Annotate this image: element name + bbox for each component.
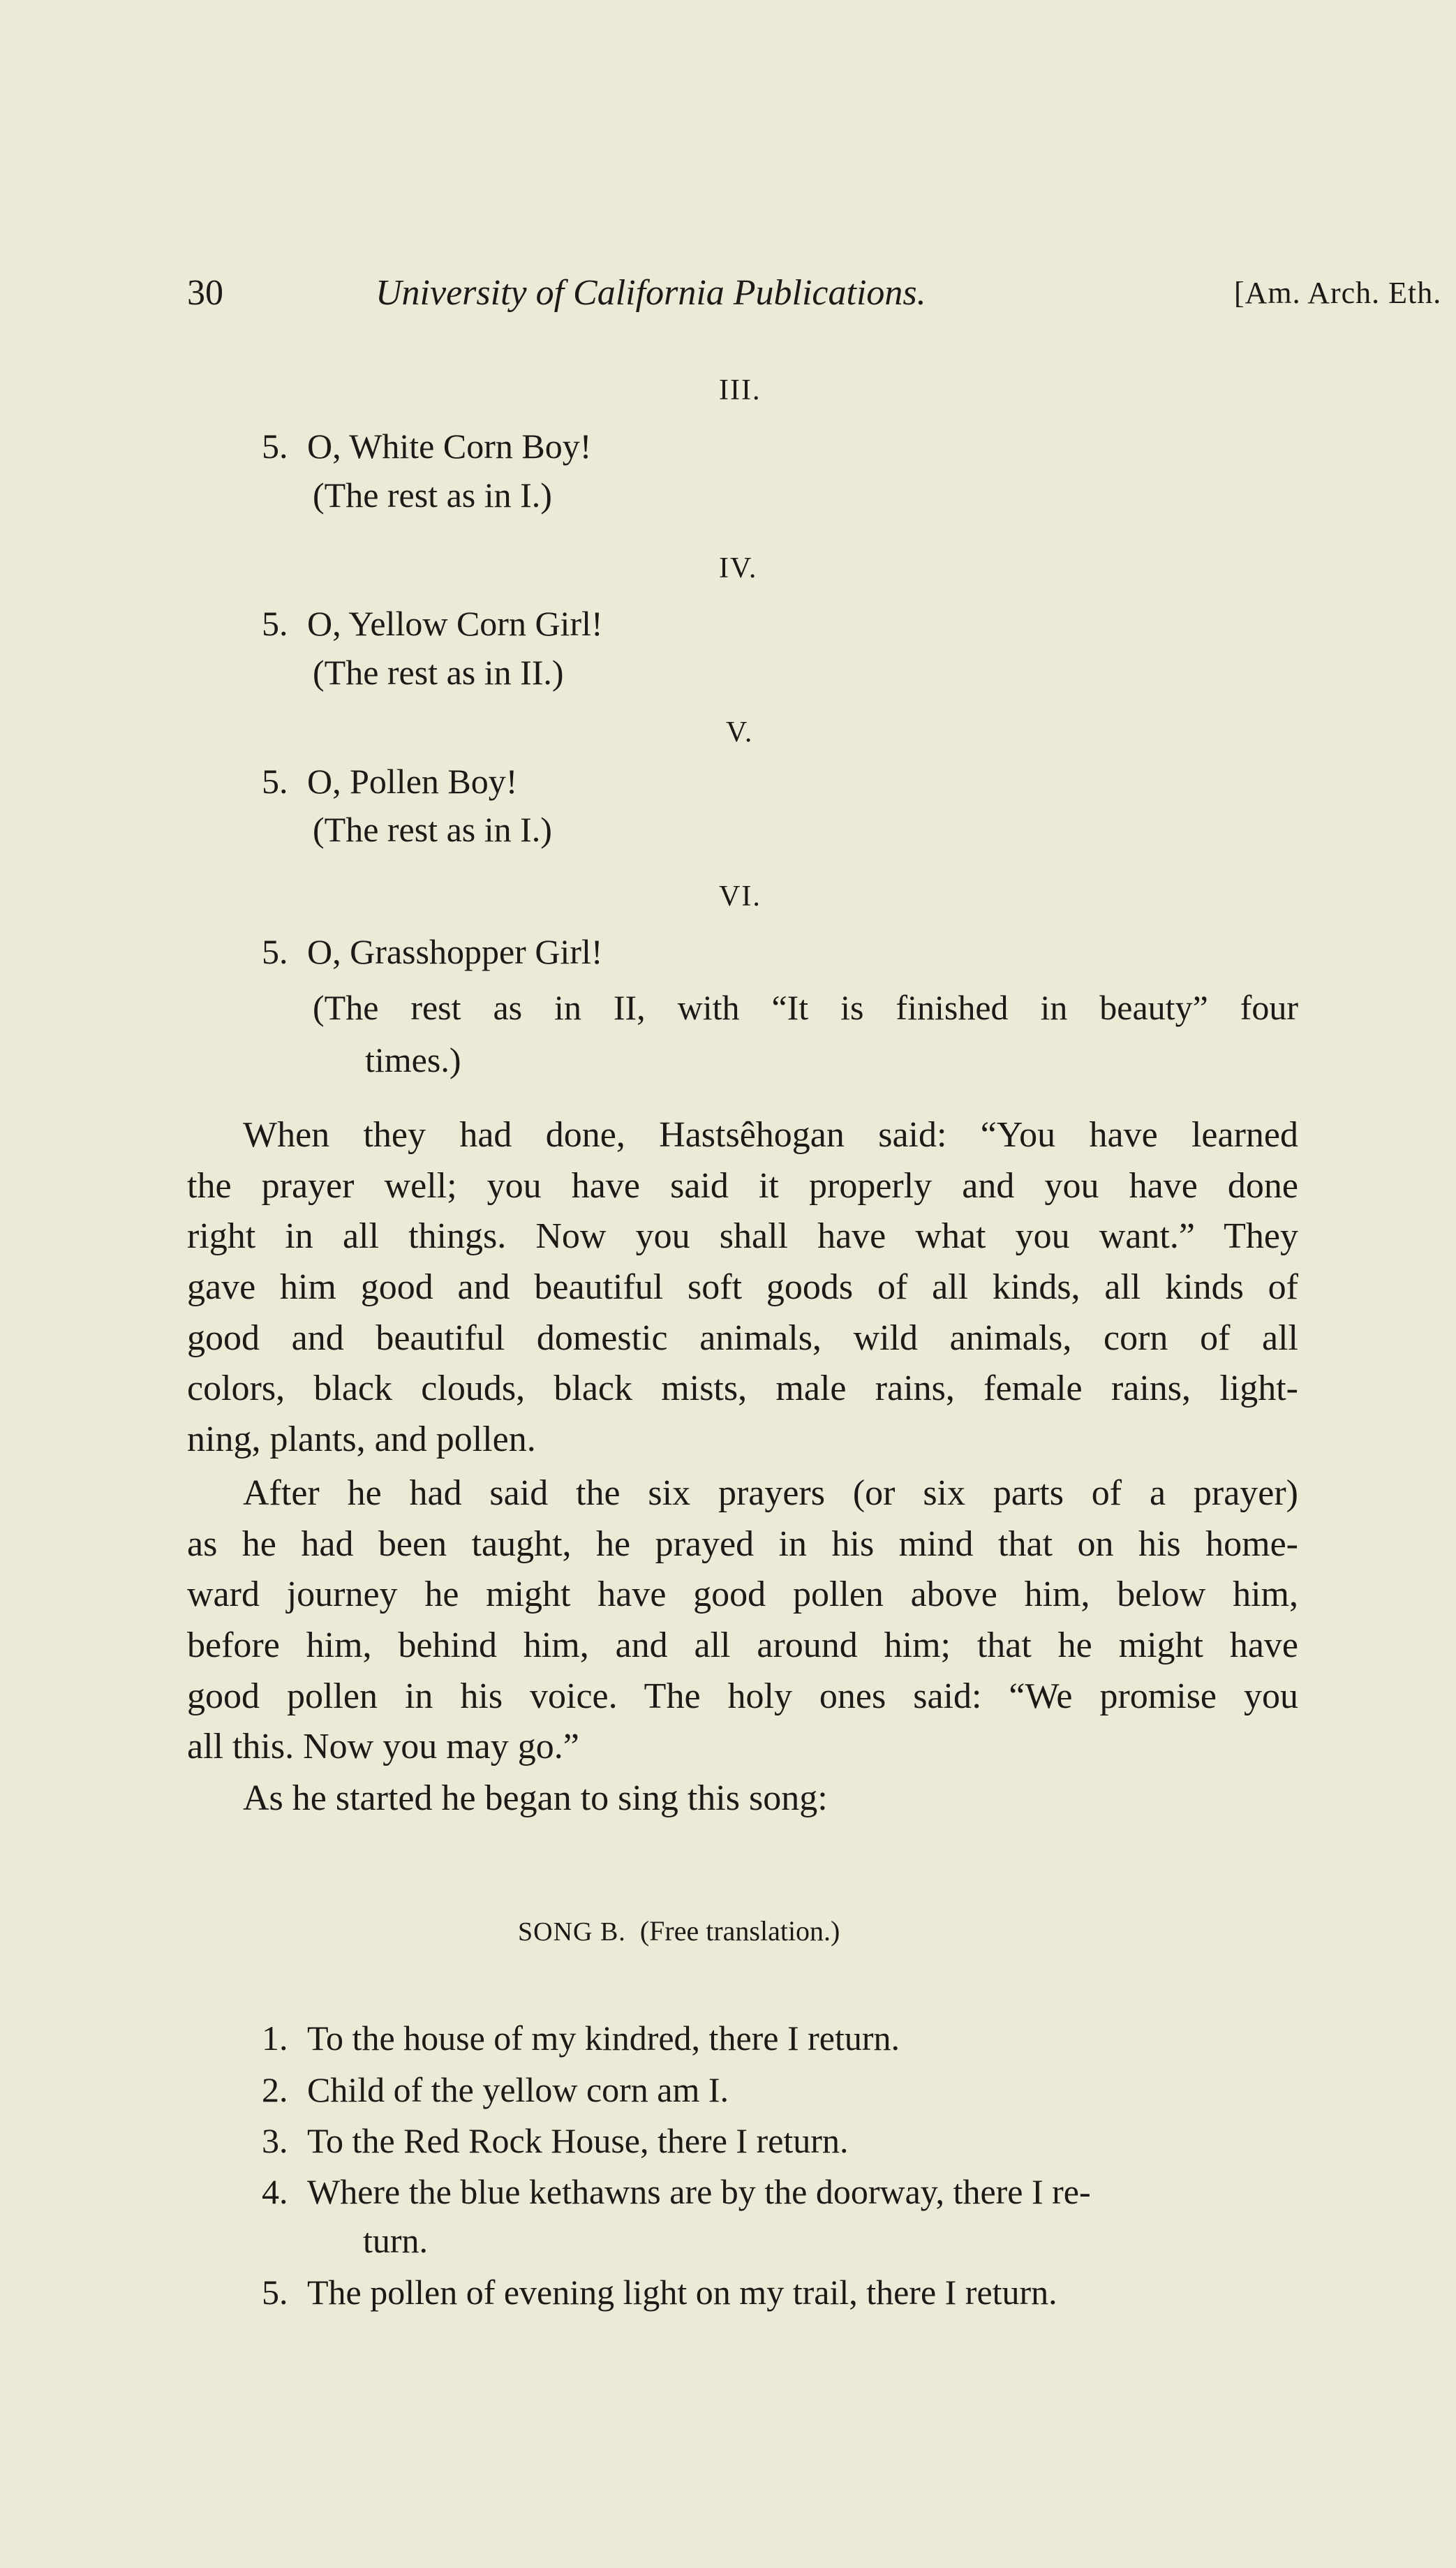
journal-abbrev: [Am. Arch. Eth. bbox=[1234, 276, 1442, 310]
section-numeral-iii: III. bbox=[719, 374, 762, 406]
song-title: SONG B. (Free translation.) bbox=[518, 1915, 840, 1947]
invocation-line: 5. O, White Corn Boy! bbox=[262, 427, 592, 466]
text-line: When they had done, Hastsêhogan said: “You have learned bbox=[243, 1115, 1298, 1155]
rest-note: (The rest as in II.) bbox=[313, 653, 564, 692]
text-line: colors, black clouds, black mists, male rains, female rains, light- bbox=[187, 1368, 1298, 1409]
text-line: ning, plants, and pollen. bbox=[187, 1419, 536, 1460]
series-title: University of California Publications. bbox=[376, 273, 926, 313]
text-line: before him, behind him, and all around him; that he might have bbox=[187, 1625, 1298, 1666]
song-verse: 4. Where the blue kethawns are by the doorway, there I re- bbox=[262, 2172, 1091, 2211]
text-line: the prayer well; you have said it properly and you have done bbox=[187, 1165, 1298, 1206]
song-verse-continued: turn. bbox=[363, 2221, 429, 2260]
rest-note: (The rest as in I.) bbox=[313, 810, 552, 849]
invocation-line: 5. O, Pollen Boy! bbox=[262, 762, 518, 801]
invocation-line: 5. O, Grasshopper Girl! bbox=[262, 932, 603, 971]
text-line: gave him good and beautiful soft goods of all kinds, all kinds of bbox=[187, 1267, 1298, 1308]
rest-note: (The rest as in I.) bbox=[313, 475, 552, 515]
rest-note: (The rest as in II, with “It is finished in beauty” four bbox=[313, 988, 1298, 1027]
text-line: as he had been taught, he prayed in his mind that on his home- bbox=[187, 1523, 1298, 1564]
text-line: all this. Now you may go.” bbox=[187, 1727, 579, 1767]
paragraph-2 bbox=[187, 1468, 1298, 1773]
text-line: After he had said the six prayers (or six parts of a prayer) bbox=[243, 1473, 1298, 1513]
song-verse: 1. To the house of my kindred, there I return. bbox=[262, 2019, 900, 2058]
text-line: good pollen in his voice. The holy ones said: “We promise you bbox=[187, 1676, 1298, 1716]
rest-note-continued: times.) bbox=[365, 1040, 461, 1079]
song-verse: 2. Child of the yellow corn am I. bbox=[262, 2070, 729, 2109]
text-line: right in all things. Now you shall have what you want.” They bbox=[187, 1216, 1298, 1257]
paragraph-1 bbox=[187, 1110, 1298, 1466]
text-line: ward journey he might have good pollen above him, below him, bbox=[187, 1574, 1298, 1615]
paragraph-3 bbox=[187, 1773, 1298, 1824]
section-numeral-iv: IV. bbox=[719, 552, 758, 584]
text-line: good and beautiful domestic animals, wild animals, corn of all bbox=[187, 1318, 1298, 1358]
section-numeral-vi: VI. bbox=[719, 880, 762, 913]
invocation-line: 5. O, Yellow Corn Girl! bbox=[262, 604, 603, 643]
text-line: As he started he began to sing this song: bbox=[243, 1778, 828, 1818]
song-verse: 3. To the Red Rock House, there I return. bbox=[262, 2121, 849, 2160]
page-number: 30 bbox=[187, 273, 223, 313]
song-verse: 5. The pollen of evening light on my trail, there I return. bbox=[262, 2273, 1057, 2312]
section-numeral-v: V. bbox=[726, 716, 754, 748]
